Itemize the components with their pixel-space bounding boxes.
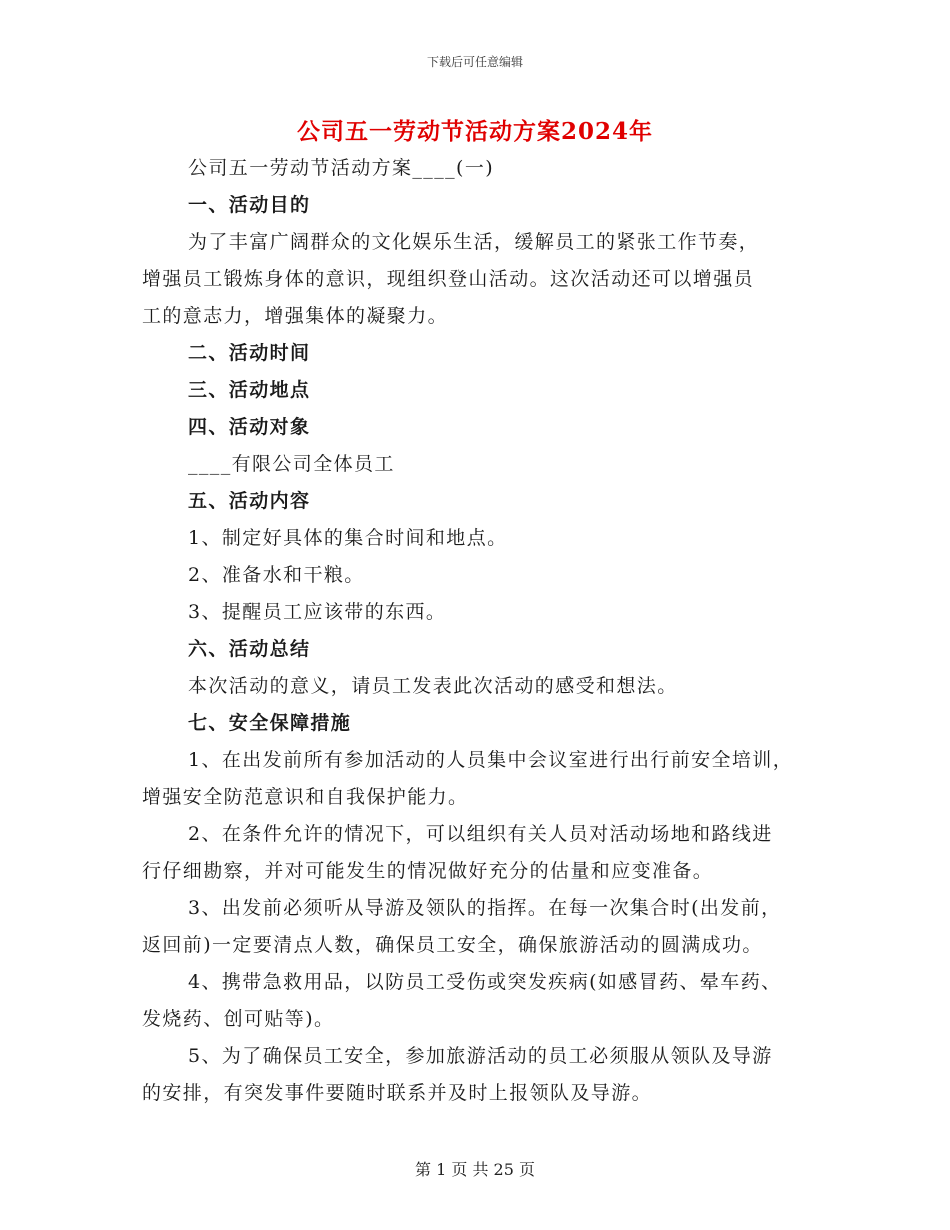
section-heading: 五、活动内容 <box>188 490 311 512</box>
paragraph-line: 3、出发前必须听从导游及领队的指挥。在每一次集合时(出发前， <box>188 897 782 919</box>
paragraph-line: 2、在条件允许的情况下，可以组织有关人员对活动场地和路线进 <box>188 823 773 845</box>
paragraph-line: 1、制定好具体的集合时间和地点。 <box>188 527 508 549</box>
paragraph-line: 3、提醒员工应该带的东西。 <box>188 601 447 623</box>
paragraph-line: 公司五一劳动节活动方案____(一) <box>188 157 495 179</box>
section-heading: 三、活动地点 <box>188 379 311 401</box>
paragraph-line: 发烧药、创可贴等)。 <box>142 1008 335 1030</box>
paragraph-line: 2、准备水和干粮。 <box>188 564 365 586</box>
document-body <box>142 150 822 1112</box>
paragraph-line: 的安排，有突发事件要随时联系并及时上报领队及导游。 <box>142 1082 653 1104</box>
document-title: 公司五一劳动节活动方案2024年 <box>296 118 653 145</box>
page-footer: 第 1 页 共 25 页 <box>415 1160 535 1179</box>
section-heading: 二、活动时间 <box>188 342 311 364</box>
paragraph-line: 4、携带急救用品，以防员工受伤或突发疾病(如感冒药、晕车药、 <box>188 971 782 993</box>
paragraph-line: 增强员工锻炼身体的意识，现组织登山活动。这次活动还可以增强员 <box>142 268 755 290</box>
header-note: 下载后可任意编辑 <box>426 55 523 69</box>
paragraph-line: 行仔细勘察，并对可能发生的情况做好充分的估量和应变准备。 <box>142 860 714 882</box>
paragraph-line: 本次活动的意义，请员工发表此次活动的感受和想法。 <box>188 675 678 697</box>
section-heading: 七、安全保障措施 <box>188 712 352 734</box>
section-heading: 四、活动对象 <box>188 416 311 438</box>
paragraph-line: 1、在出发前所有参加活动的人员集中会议室进行出行前安全培训， <box>188 749 794 771</box>
paragraph-line: 返回前)一定要清点人数，确保员工安全，确保旅游活动的圆满成功。 <box>142 934 763 956</box>
section-heading: 一、活动目的 <box>188 194 311 216</box>
paragraph-line: 增强安全防范意识和自我保护能力。 <box>142 786 469 808</box>
paragraph-line: 5、为了确保员工安全，参加旅游活动的员工必须服从领队及导游 <box>188 1045 773 1067</box>
paragraph-line: 工的意志力，增强集体的凝聚力。 <box>142 305 449 327</box>
paragraph-line: 为了丰富广阔群众的文化娱乐生活，缓解员工的紧张工作节奏， <box>188 231 760 253</box>
paragraph-line: ____有限公司全体员工 <box>188 453 395 475</box>
section-heading: 六、活动总结 <box>188 638 311 660</box>
